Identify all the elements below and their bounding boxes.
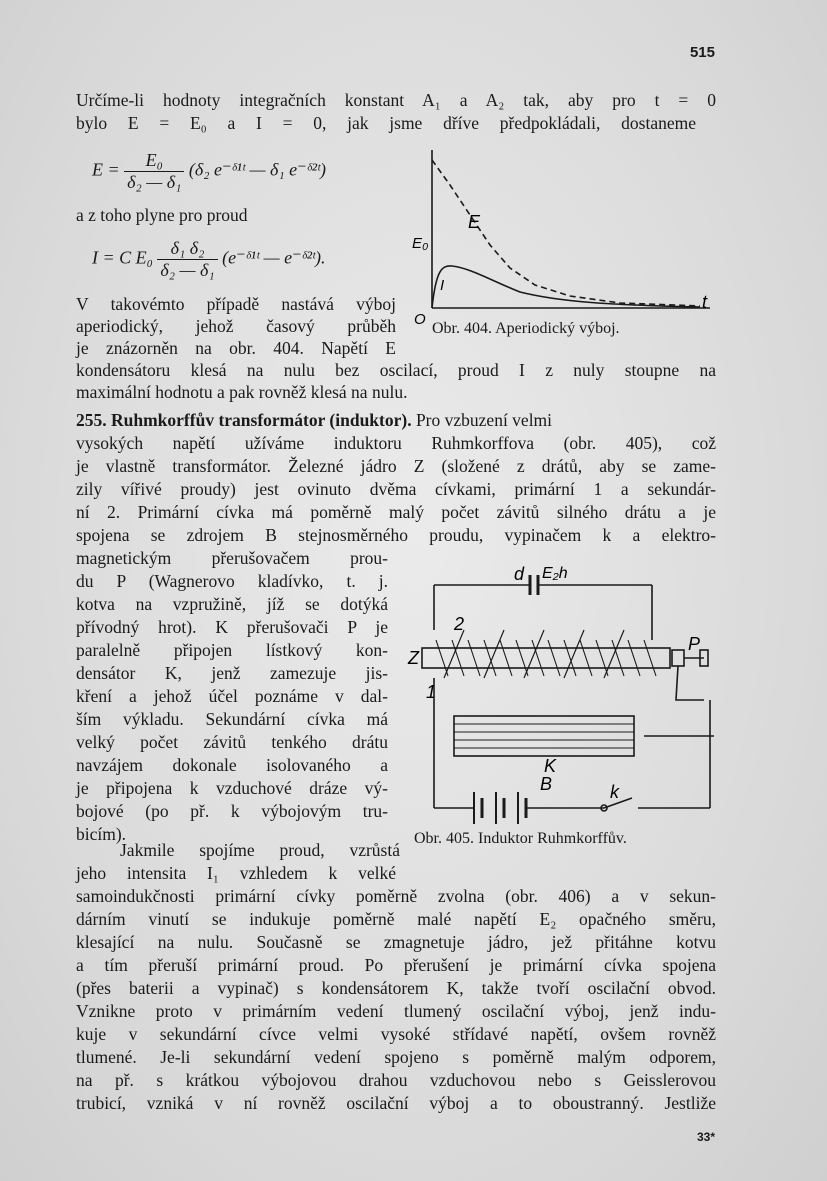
section-heading: 255. Ruhmkorffův transformátor (induktor). [76, 410, 412, 430]
capacitor-plates [454, 716, 634, 756]
text-line: Vznikne proto v primárním vedení tlumený oscilační výboj, jenž indu- [76, 1001, 716, 1021]
text-line: Jakmile spojíme proud, vzrůstá [120, 840, 400, 860]
fraction-numerator: δ₁ δ₂ [157, 238, 217, 260]
text-line: navzájem dokonale isolovaného a [76, 755, 388, 775]
figure-405-caption: Obr. 405. Induktor Ruhmkorffův. [414, 830, 627, 847]
label-P: P [688, 634, 701, 654]
label-K: K [544, 756, 557, 776]
section-heading-line [76, 410, 716, 431]
text-line: spojena se zdrojem B stejnosměrného proudu, vypinačem k a elektro- [76, 525, 716, 545]
section-heading-continuation: Pro vzbuzení velmi [411, 410, 553, 430]
equation-rhs: (δ₂ e⁻ᵟ¹ᵗ — δ₁ e⁻ᵟ²ᵗ) [188, 159, 327, 180]
text-line: a z toho plyne pro proud [76, 205, 248, 225]
page-number: 515 [689, 44, 715, 61]
text-line: ším výkladu. Sekundární cívka má [76, 709, 388, 729]
text-line: Určíme-li hodnoty integračních konstant A₁ a A₂ tak, aby pro t = 0 [76, 90, 716, 110]
capacitor-sheets [454, 724, 634, 748]
text-line: velký počet závitů tenkého drátu [76, 732, 388, 752]
text-line: dárním vinutí se indukuje poměrně malé napětí E₂ opačného směru, [76, 909, 716, 929]
text-line: kondensátoru klesá na nulu bez oscilací, proud I z nuly stoupne na [76, 360, 716, 380]
text-line: densátor K, jenž zamezuje jis- [76, 663, 388, 683]
text-line: ní 2. Primární cívka má poměrně malý počet závitů silného drátu a je [76, 502, 716, 522]
text-line: samoindukčnosti primární cívky poměrně zvolna (obr. 406) a v sekun- [76, 886, 716, 906]
text-line: maximální hodnotu a pak rovněž klesá na nulu. [76, 382, 408, 402]
label-I: I [440, 277, 445, 294]
text-line: tlumené. Je-li sekundární vedení spojeno s poměrně malým odporem, [76, 1047, 716, 1067]
label-Z: Z [408, 648, 419, 668]
label-1: 1 [426, 682, 437, 702]
label-B: B [540, 774, 553, 794]
text-line: V takovémto případě nastává výboj [76, 294, 396, 314]
interrupter-spring [676, 666, 704, 700]
text-line: kuje v sekundární cívce velmi vysoké střídavé napětí, ovšem rovněž [76, 1024, 716, 1044]
text-line: bojové (po př. k výbojovým tru- [76, 801, 388, 821]
label-t: t [702, 292, 708, 312]
text-line: zily vířivé proudy) jest ovinuto dvěma cívkami, primární 1 a sekundár- [76, 479, 716, 499]
equation-lhs: E = [92, 159, 120, 180]
text-line: magnetickým přerušovačem prou- [76, 548, 388, 568]
text-line: je připojena k vzduchové dráze vý- [76, 778, 388, 798]
text-line: kotva na vzpružině, jíž se dotýká [76, 594, 388, 614]
text-line: klesající na nulu. Současně se zmagnetuje jádro, jež přitáhne kotvu [76, 932, 716, 952]
figure-405-ruhmkorff-induction-coil [408, 560, 714, 820]
interrupter-hammer [672, 650, 684, 666]
label-d: d [514, 564, 525, 584]
equation-voltage [92, 150, 326, 193]
primary-coil [444, 630, 624, 678]
figure-404-aperiodic-discharge [410, 140, 710, 330]
fraction-denominator: δ₂ — δ₁ [127, 172, 182, 192]
text-line: a tím přeruší primární proud. Po přerušení je primární cívka spojena [76, 955, 716, 975]
text-line: paralelně připojen lístkový kon- [76, 640, 388, 660]
label-E: E [468, 212, 481, 232]
text-line: kření a jehož účel poznáme v dal- [76, 686, 388, 706]
equation-rhs: (e⁻ᵟ¹ᵗ — e⁻ᵟ²ᵗ). [222, 247, 326, 268]
label-E2h: E₂h [542, 565, 568, 582]
fraction-numerator: E₀ [124, 150, 184, 172]
text-line: bylo E = E₀ a I = 0, jak jsme dříve předpokládali, dostaneme [76, 113, 696, 133]
iron-core [422, 648, 670, 668]
text-line: na př. s krátkou výbojovou drahou vzduchovou nebo s Geisslerovou [76, 1070, 716, 1090]
equation-fraction [124, 150, 184, 193]
text-line: je vlastně transformátor. Železné jádro Z (složené z drátů, aby se zame- [76, 456, 716, 476]
label-2: 2 [454, 614, 465, 634]
label-k: k [610, 782, 619, 802]
text-line: trubicí, vzniká v ní rovněž oscilační výboj a to oboustranný. Jestliže [76, 1093, 716, 1113]
text-line: jeho intensita I₁ vzhledem k velké [76, 863, 396, 883]
current-curve [432, 266, 700, 308]
figure-404-caption: Obr. 404. Aperiodický výboj. [432, 320, 620, 337]
text-line: je znázorněn na obr. 404. Napětí E [76, 338, 396, 358]
label-O: O [414, 311, 426, 328]
equation-lhs: I = C E₀ [92, 247, 153, 268]
fraction-denominator: δ₂ — δ₁ [160, 260, 215, 280]
label-E0: E₀ [412, 235, 429, 252]
text-line: du P (Wagnerovo kladívko, t. j. [76, 571, 388, 591]
signature-mark: 33* [696, 1130, 715, 1144]
text-line: vysokých napětí užíváme induktoru Ruhmkorffova (obr. 405), což [76, 433, 716, 453]
text-line: bicím). [76, 824, 127, 844]
text-line: přívodný hrot). K přerušovači P je [76, 617, 388, 637]
secondary-coil [436, 640, 656, 676]
equation-current [92, 238, 326, 281]
text-line: (přes baterii a vypinač) s kondensátorem K, takže tvoří oscilační obvod. [76, 978, 716, 998]
voltage-curve [432, 160, 700, 306]
equation-fraction [157, 238, 217, 281]
text-line: aperiodický, jehož časový průběh [76, 316, 396, 336]
